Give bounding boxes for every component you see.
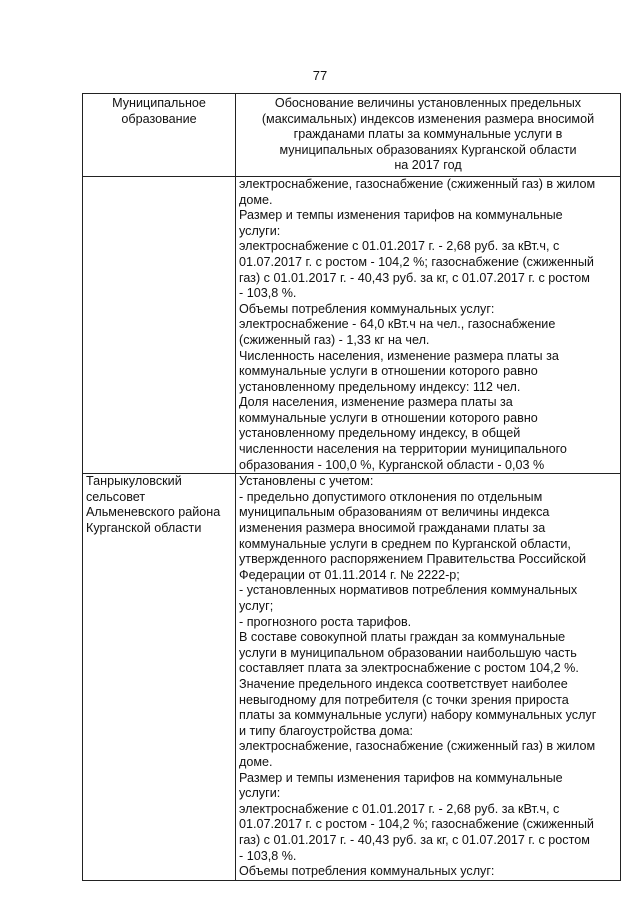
text-line: электроснабжение, газоснабжение (сжиженный газ) в жилом [239,176,596,191]
text-line: невыгодному для потребителя (с точки зрения прироста [239,692,569,707]
text-line: услуги: [239,786,281,801]
text-line: электроснабжение с 01.01.2017 г. - 2,68 руб. за кВт.ч, с [239,239,560,254]
text-line: на 2017 год [394,158,462,173]
text-line: Значение предельного индекса соответствует наиболее [239,676,568,691]
text-line: электроснабжение - 64,0 кВт.ч на чел., газоснабжение [239,317,556,332]
header-justification-text [239,96,617,174]
text-line: - предельно допустимого отклонения по отдельным [239,489,543,504]
page-number: 77 [312,68,328,83]
text-line: услуг; [239,599,274,613]
text-line: Объемы потребления коммунальных услуг: [239,864,495,879]
justification-cell [236,474,621,880]
text-line: сельсовет [86,489,146,504]
table-header-row [83,94,621,177]
text-line: услуги в муниципальном образовании наибольшую часть [239,645,577,660]
municipality-name [86,474,232,536]
text-line: установленному предельному индексу: 112 чел. [239,379,521,394]
municipality-cell [83,474,236,880]
text-line: газ) с 01.01.2017 г. - 40,43 руб. за кг, с 01.07.2017 г. с ростом [239,270,590,285]
text-line: Установлены с учетом: [239,474,374,489]
text-line: Численность населения, изменение размера платы за [239,348,559,363]
text-line: (максимальных) индексов изменения размера вносимой [261,111,595,126]
text-line: Размер и темпы изменения тарифов на коммунальные [239,208,563,223]
justification-text [239,474,617,879]
text-line: (сжиженный газ) - 1,33 кг на чел. [239,332,430,347]
text-line: муниципальным образованиям от величины индекса [239,505,550,520]
text-line: доме. [239,754,273,769]
text-line: электроснабжение, газоснабжение (сжиженный газ) в жилом [239,739,596,754]
text-line: - установленных нормативов потребления коммунальных [239,583,578,598]
text-line: Курганской области [86,521,202,536]
text-line: Федерации от 01.11.2014 г. № 2222-р; [239,567,460,582]
justification-text [239,177,617,473]
justification-cell [236,176,621,473]
text-line: Доля населения, изменение размера платы за [239,395,513,410]
justification-table [82,93,621,881]
text-line: образования - 100,0 %, Курганской области - 0,03 % [239,457,545,472]
text-line: гражданами платы за коммунальные услуги в [293,127,563,142]
text-line: электроснабжение с 01.01.2017 г. - 2,68 руб. за кВт.ч, с [239,801,560,816]
text-line: образование [121,111,197,126]
text-line: установленному предельному индексу, в общей [239,426,521,441]
table-row [83,176,621,473]
text-line: коммунальные услуги в среднем по Курганской области, [239,536,571,551]
text-line: доме. [239,192,273,207]
text-line: составляет плата за электроснабжение с ростом 104,2 %. [239,661,579,676]
text-line: утвержденного распоряжением Правительства Российской [239,552,587,567]
text-line: - 103,8 %. [239,286,297,301]
text-line: - прогнозного роста тарифов. [239,614,412,629]
header-municipality-cell [83,94,236,177]
text-line: Размер и темпы изменения тарифов на коммунальные [239,770,563,785]
text-line: платы за коммунальные услуги) набору коммунальных услуг [239,708,597,723]
text-line: Танрыкуловский [86,474,182,489]
text-line: В составе совокупной платы граждан за коммунальные [239,630,566,645]
municipality-cell [83,176,236,473]
header-municipality-text [86,96,232,127]
text-line: Муниципальное [112,96,206,110]
text-line: газ) с 01.01.2017 г. - 40,43 руб. за кг, с 01.07.2017 г. с ростом [239,832,590,847]
text-line: и типу благоустройства дома: [239,723,414,738]
text-line: коммунальные услуги в отношении которого равно [239,410,538,425]
header-justification-cell [236,94,621,177]
text-line: услуги: [239,223,281,238]
text-line: Альменевского района [86,505,221,520]
text-line: муниципальных образованиях Курганской области [279,142,577,157]
text-line: 01.07.2017 г. с ростом - 104,2 %; газоснабжение (сжиженный [239,817,594,832]
text-line: Объемы потребления коммунальных услуг: [239,301,495,316]
table-row [83,474,621,880]
text-line: изменения размера вносимой гражданами платы за [239,521,546,536]
text-line: 01.07.2017 г. с ростом - 104,2 %; газоснабжение (сжиженный [239,254,594,269]
text-line: Обоснование величины установленных предельных [274,96,582,110]
text-line: численности населения на территории муниципального [239,442,567,457]
text-line: коммунальные услуги в отношении которого равно [239,364,538,379]
text-line: - 103,8 %. [239,848,297,863]
